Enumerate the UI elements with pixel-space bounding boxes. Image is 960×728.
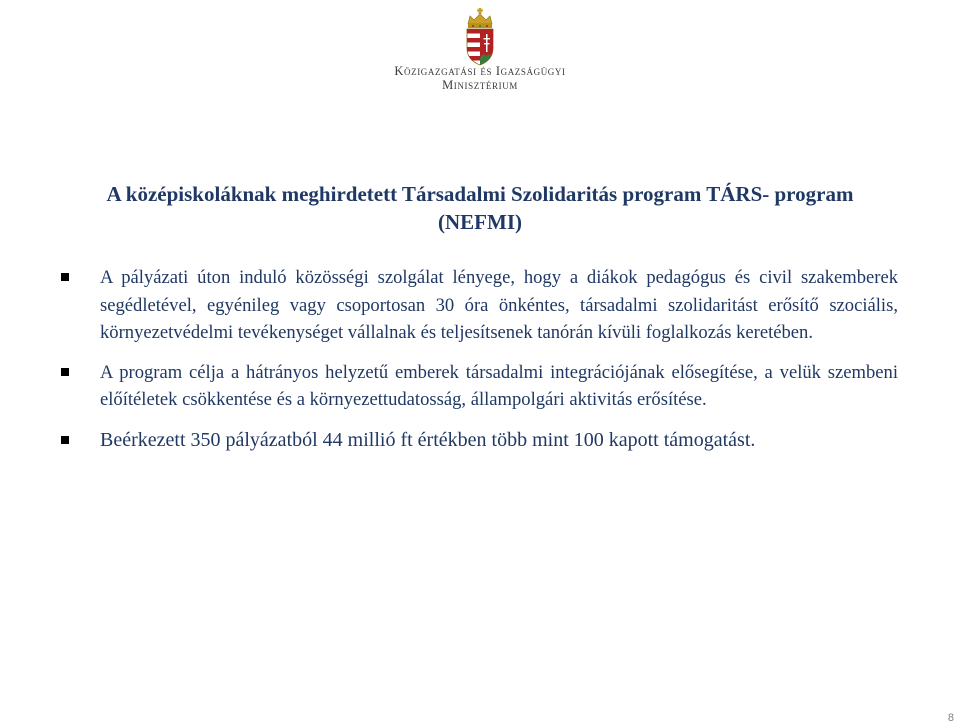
page-subtitle: (NEFMI) (438, 210, 522, 234)
square-bullet-icon (61, 273, 69, 281)
bullet-list (58, 264, 898, 466)
bullet-text: A pályázati úton induló közösségi szolgálat lényege, hogy a diákok pedagógus és civil szakemberek segédletével, egyénileg vagy csoportosan 30 óra önkéntes, társadalmi szolidaritást erősítő szociális, környezetvédelmi tevékenységet vállalnak és teljesítsenek tanórán kívüli foglalkozás keretében. (100, 267, 898, 343)
square-bullet-icon (61, 368, 69, 376)
bullet-item (58, 426, 898, 454)
ministry-name-line1: Közigazgatási és Igazságügyi (394, 64, 566, 78)
bullet-item (58, 359, 898, 414)
ministry-logo (0, 0, 960, 100)
hungarian-coat-of-arms-icon (463, 8, 497, 66)
page-title: A középiskoláknak meghirdetett Társadalmi Szolidaritás program TÁRS- program (106, 182, 854, 206)
square-bullet-icon (61, 436, 69, 444)
page-number: 8 (947, 712, 954, 724)
bullet-item (58, 264, 898, 347)
ministry-name-line2: Minisztérium (442, 78, 518, 92)
bullet-text: Beérkezett 350 pályázatból 44 millió ft értékben több mint 100 kapott támogatást. (100, 428, 756, 451)
bullet-text: A program célja a hátrányos helyzetű emberek társadalmi integrációjának elősegítése, a velük szembeni előítéletek csökkentése és a környezettudatosság, állampolgári aktivitás erősítése. (100, 361, 898, 410)
